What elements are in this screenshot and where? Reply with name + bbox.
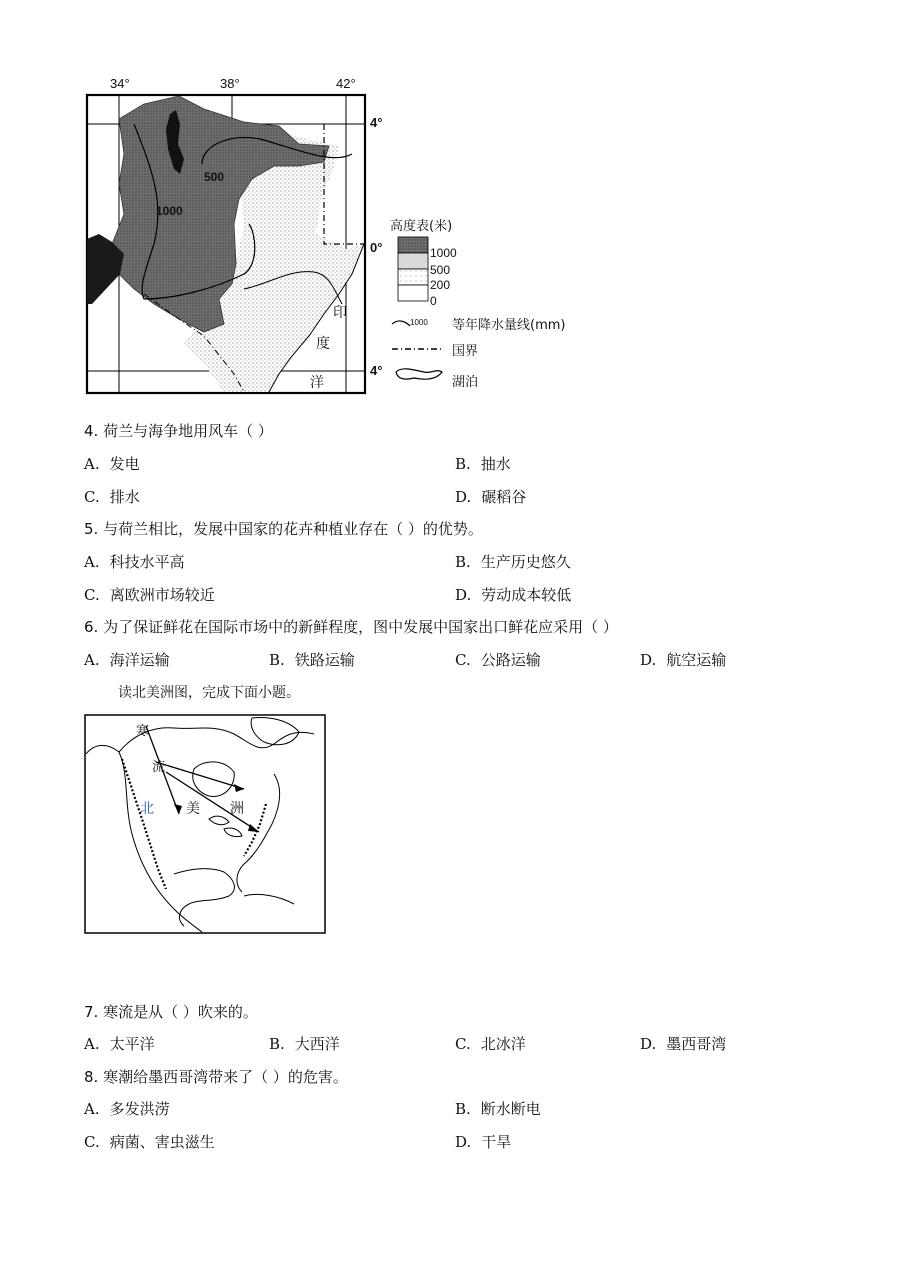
q5-option-b[interactable] [455,551,571,572]
q5-option-d-key: D. [455,586,472,604]
question-5-stem: 5. 与荷兰相比，发展中国家的花卉种植业存在（ ）的优势。 [84,520,483,538]
q8-option-b[interactable] [455,1098,541,1119]
q7-option-c-text: 北冰洋 [480,1035,526,1053]
legend-isohyet-sample: 1000 [410,318,428,327]
q4-option-a-text: 发电 [109,455,140,473]
legend-title: 高度表(米) [390,219,453,234]
legend-isohyet-label: 等年降水量线(mm) [452,318,566,333]
q6-option-a-key: A. [84,651,100,669]
q5-option-a-key: A. [84,553,100,571]
q8-option-d[interactable] [455,1131,511,1152]
q4-option-c-text: 排水 [109,488,140,506]
q6-option-b-key: B. [269,651,285,669]
q5-option-b-text: 生产历史悠久 [480,553,571,571]
q5-option-a[interactable] [84,551,185,572]
legend-swatch-500 [398,253,428,269]
q7-option-c-key: C. [455,1035,471,1053]
q5-option-a-text: 科技水平高 [109,553,185,571]
q7-option-d[interactable] [640,1033,726,1054]
lat-label-4n: 4° [370,115,383,130]
q4-option-c-key: C. [84,488,100,506]
q6-option-d[interactable] [640,649,726,670]
q8-option-a[interactable] [84,1098,170,1119]
q7-option-b-key: B. [269,1035,285,1053]
q6-option-a-text: 海洋运输 [109,651,170,669]
legend-level-0: 0 [430,294,437,308]
legend-swatch-200 [398,269,428,285]
q5-option-d[interactable] [455,584,571,605]
question-4-stem: 4. 荷兰与海争地用风车（ ） [84,422,273,440]
kenya-map-graphic [84,74,584,396]
q4-option-b[interactable] [455,453,511,474]
legend-border-label: 国界 [452,344,479,359]
q6-option-c-key: C. [455,651,471,669]
continent-label-3: 洲 [230,801,244,817]
legend-isohyet-sample-line [392,321,410,326]
ocean-char-2: 度 [316,336,330,352]
q4-option-b-text: 抽水 [480,455,511,473]
q8-option-c[interactable] [84,1131,215,1152]
q6-option-a[interactable] [84,649,170,670]
q5-option-c[interactable] [84,584,215,605]
isohyet-label-500: 500 [204,170,225,184]
q8-option-c-key: C. [84,1133,100,1151]
q6-option-b[interactable] [269,649,355,670]
q5-option-d-text: 劳动成本较低 [481,586,572,604]
legend-level-200: 200 [430,278,451,292]
q7-option-d-text: 墨西哥湾 [666,1035,727,1053]
cold-current-label-2: 流 [152,760,166,775]
q6-option-c[interactable] [455,649,541,670]
q8-option-b-text: 断水断电 [480,1100,541,1118]
lon-label-34: 34° [110,76,130,91]
q8-option-b-key: B. [455,1100,471,1118]
q7-option-a-text: 太平洋 [109,1035,155,1053]
q7-option-c[interactable] [455,1033,526,1054]
q7-option-b[interactable] [269,1033,340,1054]
legend-swatch-0 [398,285,428,301]
q4-option-a[interactable] [84,453,140,474]
legend-level-1000: 1000 [430,246,457,260]
lat-label-0: 0° [370,240,383,255]
q4-option-b-key: B. [455,455,471,473]
question-7-stem: 7. 寒流是从（ ）吹来的。 [84,1003,258,1021]
legend-swatch-1000 [398,237,428,253]
legend-lake-label: 湖泊 [452,375,479,390]
north-america-map [84,714,328,936]
q5-option-c-key: C. [84,586,100,604]
q8-option-c-text: 病菌、害虫滋生 [109,1133,215,1151]
q7-option-d-key: D. [640,1035,657,1053]
q7-option-b-text: 大西洋 [294,1035,340,1053]
q6-option-b-text: 铁路运输 [294,651,355,669]
legend-lake-sample [396,369,442,379]
q4-option-d-key: D. [455,488,472,506]
continent-label-1: 北 [140,801,154,817]
q8-option-d-text: 干旱 [481,1133,512,1151]
q8-option-d-key: D. [455,1133,472,1151]
q4-option-c[interactable] [84,486,140,507]
lat-label-4s: 4° [370,363,383,378]
north-america-map-graphic [84,714,328,936]
lon-label-42: 42° [336,76,356,91]
ocean-char-1: 印 [333,305,347,321]
q6-option-d-text: 航空运输 [666,651,727,669]
q5-option-b-key: B. [455,553,471,571]
q4-option-d-text: 碾稻谷 [481,488,527,506]
continent-label-2: 美 [186,801,200,817]
q4-option-a-key: A. [84,455,100,473]
national-border-line [324,124,364,244]
q6-option-d-key: D. [640,651,657,669]
q5-option-c-text: 离欧洲市场较近 [109,586,215,604]
question-6-stem: 6. 为了保证鲜花在国际市场中的新鲜程度，图中发展中国家出口鲜花应采用（ ） [84,618,618,636]
q8-option-a-key: A. [84,1100,100,1118]
intro-text: 读北美洲图，完成下面小题。 [118,685,300,701]
kenya-map [84,74,584,396]
legend-level-500: 500 [430,263,451,277]
lon-label-38: 38° [220,76,240,91]
ocean-char-3: 洋 [310,375,324,391]
cold-current-label-1: 寒 [136,724,150,739]
q6-option-c-text: 公路运输 [480,651,541,669]
q8-option-a-text: 多发洪涝 [109,1100,170,1118]
isohyet-label-1000: 1000 [156,204,183,218]
q4-option-d[interactable] [455,486,526,507]
q7-option-a-key: A. [84,1035,100,1053]
question-8-stem: 8. 寒潮给墨西哥湾带来了（ ）的危害。 [84,1068,348,1086]
q7-option-a[interactable] [84,1033,155,1054]
